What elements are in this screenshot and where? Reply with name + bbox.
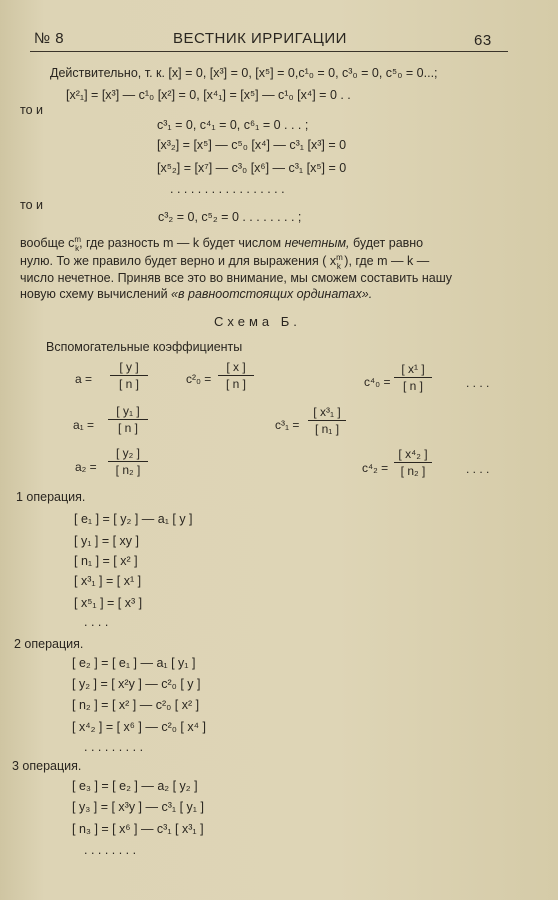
coef-c20-label: c²₀ =	[186, 372, 212, 386]
coef-c20-den: [ n ]	[225, 377, 246, 391]
para-l2: нулю. То же правило будет верно и для выражения ( x	[20, 254, 337, 269]
para-l2b: m	[336, 253, 343, 262]
op3-line-1: [ e₃ ] = [ e₂ ] — a₂ [ y₂ ]	[72, 779, 198, 793]
coef-c42-den: [ n₂ ]	[400, 464, 426, 478]
op1-line-5: [ x⁵₁ ] = [ x³ ]	[74, 596, 143, 610]
coef-c20-bar	[218, 375, 254, 376]
intro-line-2: [x²₁] = [x³] — c¹₀ [x²] = 0, [x⁴₁] = [x⁵] — c¹₀ [x⁴] = 0 . .	[66, 88, 351, 102]
para-l1c: k	[75, 243, 80, 253]
coef-a1-label: a₁ =	[73, 418, 95, 432]
journal-title: ВЕСТНИК ИРРИГАЦИИ	[173, 30, 347, 47]
op1-dots: . . . .	[84, 615, 109, 629]
coef-c31-bar	[308, 420, 346, 421]
coef-c42-bar	[394, 462, 432, 463]
para-l1e: нечетным,	[284, 236, 350, 251]
para-line-1	[20, 235, 423, 253]
coef-a1-num: [ y₁ ]	[116, 404, 140, 418]
coef-c20-num: [ x ]	[226, 360, 246, 374]
para-l4a: новую схему вычислений	[20, 287, 172, 301]
para-l1f: будет равно	[349, 236, 424, 251]
coef-c31-num: [ x³₁ ]	[313, 405, 341, 419]
coef-c42-label: c⁴₂ =	[362, 461, 389, 475]
header-rule	[30, 51, 508, 52]
scheme-title: Схема Б.	[214, 314, 301, 329]
coef-c42-num: [ x⁴₂ ]	[398, 447, 428, 461]
op2-line-4: [ x⁴₂ ] = [ x⁶ ] — c²₀ [ x⁴ ]	[72, 720, 206, 734]
intro-to-i-2: то и	[20, 198, 43, 212]
coef-a-label: a =	[75, 372, 93, 386]
intro-line-1: Действительно, т. к. [x] = 0, [x³] = 0, [x⁵] = 0,c¹₀ = 0, c³₀ = 0, c⁵₀ = 0...;	[50, 66, 438, 80]
op3-dots: . . . . . . . .	[84, 843, 137, 857]
coef-a-den: [ n ]	[118, 377, 139, 391]
para-l2d: ), где m — k —	[340, 254, 430, 269]
para-l1b: m	[74, 235, 82, 244]
coef-c40-bar	[394, 377, 432, 378]
coef-a1-fraction	[108, 404, 148, 435]
intro-to-i-1: то и	[20, 103, 43, 117]
coef-a-num: [ y ]	[119, 360, 139, 374]
coef-c40-den: [ n ]	[402, 379, 423, 393]
coef-a2-label: a₂ =	[75, 460, 97, 474]
coef-c31-den: [ n₁ ]	[314, 422, 340, 436]
op2-line-2: [ y₂ ] = [ x²y ] — c²₀ [ y ]	[72, 677, 201, 691]
op1-line-1: [ e₁ ] = [ y₂ ] — a₁ [ y ]	[74, 512, 193, 526]
operation-1-heading: 1 операция.	[16, 490, 86, 504]
intro-line-6: c³₂ = 0, c⁵₂ = 0 . . . . . . . . ;	[158, 210, 302, 224]
para-line-3: число нечетное. Приняв все это во внимание, мы сможем составить нашу	[20, 271, 453, 285]
op3-line-3: [ n₃ ] = [ x⁶ ] — c³₁ [ x³₁ ]	[72, 822, 204, 836]
intro-line-5: [x⁵₂] = [x⁷] — c³₀ [x⁶] — c³₁ [x⁵] = 0	[157, 161, 347, 175]
op2-line-1: [ e₂ ] = [ e₁ ] — a₁ [ y₁ ]	[72, 656, 196, 670]
coef-a1-bar	[108, 419, 148, 420]
op1-line-2: [ y₁ ] = [ xy ]	[74, 534, 139, 548]
coef-a2-fraction	[108, 446, 148, 477]
op1-line-3: [ n₁ ] = [ x² ]	[74, 554, 138, 568]
coef-c40-label: c⁴₀ =	[364, 375, 391, 389]
coef-a-fraction	[110, 360, 148, 391]
coef-row1-dots: . . . .	[466, 376, 490, 390]
para-line-4	[20, 287, 372, 301]
intro-dots-1: . . . . . . . . . . . . . . . . .	[170, 182, 285, 196]
coef-c20-fraction	[218, 360, 254, 391]
op2-dots: . . . . . . . . .	[84, 740, 144, 754]
page-issue-number: № 8	[34, 30, 65, 47]
intro-line-4: [x³₂] = [x⁵] — c⁵₀ [x⁴] — c³₁ [x³] = 0	[157, 138, 347, 152]
intro-line-3: c³₁ = 0, c⁴₁ = 0, c⁶₁ = 0 . . . ;	[157, 118, 309, 132]
coef-a1-den: [ n ]	[117, 421, 138, 435]
page-number: 63	[474, 32, 492, 49]
op3-line-2: [ y₃ ] = [ x³y ] — c³₁ [ y₁ ]	[72, 800, 204, 814]
aux-coefficients-heading: Вспомогательные коэффициенты	[46, 340, 243, 354]
coef-c31-fraction	[308, 405, 346, 436]
coef-row3-dots: . . . .	[466, 462, 490, 476]
coef-c40-fraction	[394, 362, 432, 393]
operation-2-heading: 2 операция.	[14, 637, 84, 651]
op2-line-3: [ n₂ ] = [ x² ] — c²₀ [ x² ]	[72, 698, 200, 712]
coef-a2-num: [ y₂ ]	[116, 446, 140, 460]
para-l1d: , где разность m — k будет числом	[79, 236, 285, 251]
op1-line-4: [ x³₁ ] = [ x¹ ]	[74, 574, 142, 588]
coef-a2-bar	[108, 461, 148, 462]
operation-3-heading: 3 операция.	[12, 759, 82, 773]
para-line-2	[20, 253, 429, 271]
coef-a2-den: [ n₂ ]	[115, 463, 141, 477]
para-l1a: вообще c	[20, 236, 75, 251]
para-l4b: «в равноотстоящих ординатах».	[171, 287, 373, 301]
coef-c31-label: c³₁ =	[275, 418, 300, 432]
coef-a-bar	[110, 375, 148, 376]
para-l2c: k	[336, 261, 341, 271]
coef-c42-fraction	[394, 447, 432, 478]
coef-c40-num: [ x¹ ]	[401, 362, 425, 376]
